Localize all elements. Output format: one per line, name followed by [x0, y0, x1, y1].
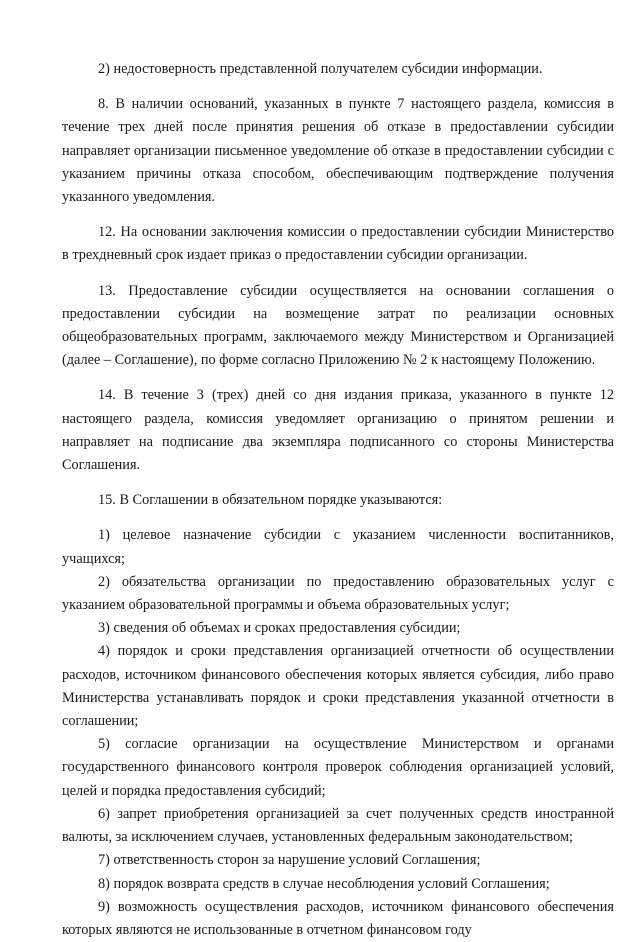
- list-item: 2) обязательства организации по предоставлению образовательных услуг с указанием образовательной программы и объема образовательных услуг;: [62, 573, 614, 614]
- list-item: 8) порядок возврата средств в случае несоблюдения условий Соглашения;: [98, 875, 550, 892]
- list-item: 9) возможность осуществления расходов, источником финансового обеспечения которых являются не использованные в отчетном финансовом году: [62, 898, 614, 938]
- paragraph: 13. Предоставление субсидии осуществляется на основании соглашения о предоставлении субсидии на возмещение затрат по реализации основных общеобразовательных программ, заключаемого между Министерством и Организацией (далее – Соглашение), по форме согласно Приложению № 2 к настоящему Положению.: [62, 282, 614, 369]
- paragraph: 15. В Соглашении в обязательном порядке указываются:: [98, 492, 443, 509]
- list-item: 4) порядок и сроки представления организацией отчетности об осуществлении расходов, источником финансового обеспечения которых является субсидия, либо право Министерства устанавливать порядок и сроки представления указанной отчетности в соглашении;: [62, 643, 614, 730]
- paragraph: 12. На основании заключения комиссии о предоставлении субсидии Министерство в трехдневный срок издает приказ о предоставлении субсидии организации.: [62, 224, 614, 264]
- document-page: [62, 58, 614, 942]
- list-item: 7) ответственность сторон за нарушение условий Соглашения;: [98, 852, 481, 869]
- list-item: 6) запрет приобретения организацией за счет полученных средств иностранной валюты, за исключением случаев, установленных федеральным законодательством;: [62, 805, 614, 846]
- list-item: 3) сведения об объемах и сроках предоставления субсидии;: [98, 620, 461, 637]
- list-item: 5) согласие организации на осуществление Министерством и органами государственного финансового контроля проверок соблюдения организацией условий, целей и порядка предоставления субсидий;: [62, 736, 614, 799]
- paragraph: 14. В течение 3 (трех) дней со дня издания приказа, указанного в пункте 12 настоящего раздела, комиссия уведомляет организацию о принятом решении и направляет на подписание два экземпляра подписанного со стороны Министерства Соглашения.: [62, 387, 614, 474]
- paragraph: 2) недостоверность представленной получателем субсидии информации.: [98, 61, 543, 77]
- list-item: 1) целевое назначение субсидии с указанием численности воспитанников, учащихся;: [62, 527, 614, 567]
- paragraph: 8. В наличии оснований, указанных в пункте 7 настоящего раздела, комиссия в течение трех дней после принятия решения об отказе в предоставлении субсидии направляет организации письменное уведомление об отказе в предоставлении субсидии с указанием причины отказа способом, обеспечивающим подтверждение получения указанного уведомления.: [62, 96, 614, 206]
